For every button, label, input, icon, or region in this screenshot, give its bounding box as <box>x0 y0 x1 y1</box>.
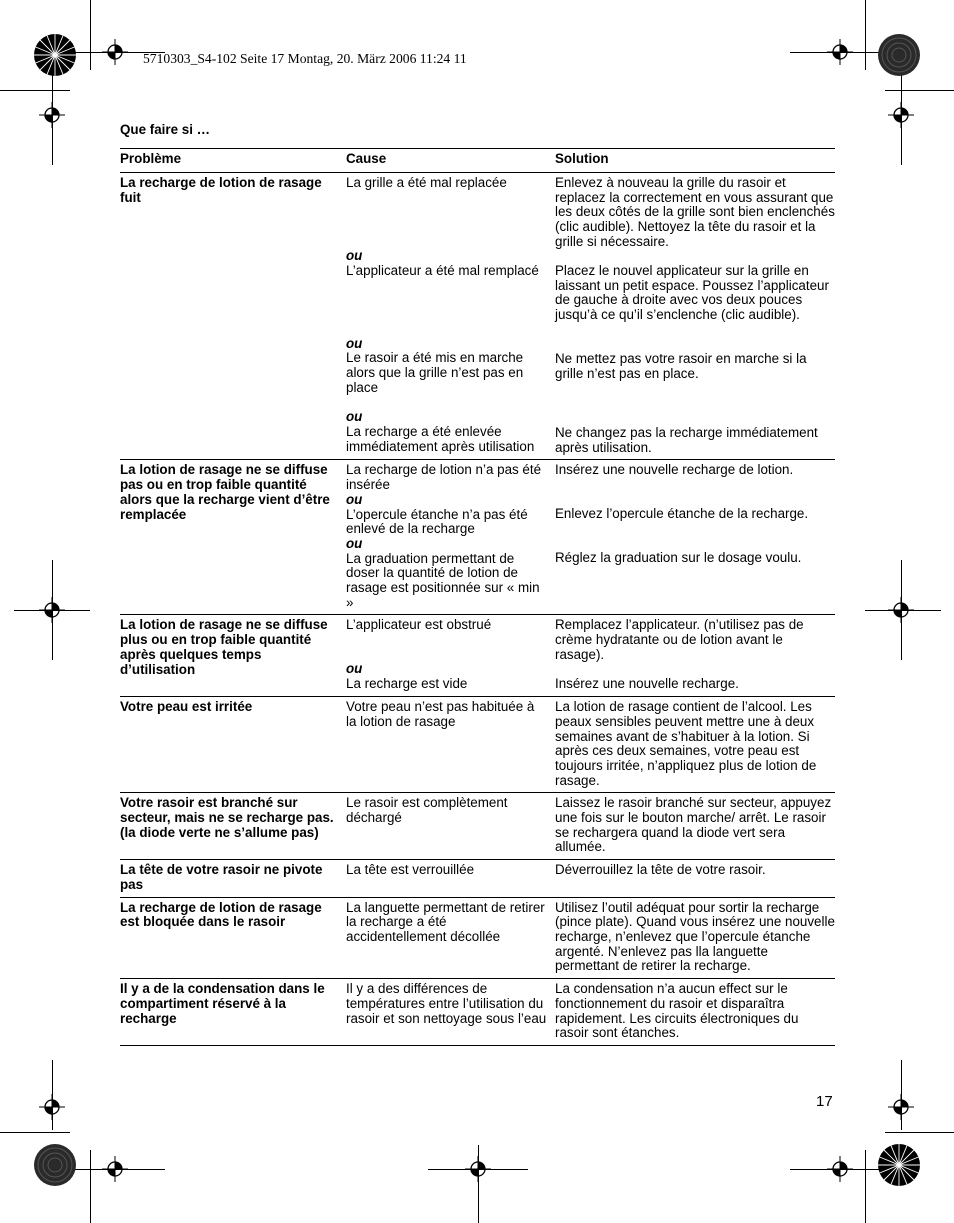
solution-text: Remplacez l’applicateur. (n’utilisez pas de crème hydratante ou de lotion avant le rasage). <box>555 617 804 662</box>
crosshair-line <box>901 1060 902 1130</box>
crop-mark <box>865 0 866 70</box>
table-row <box>120 697 835 793</box>
table-row <box>120 173 835 460</box>
solution-cell: La lotion de rasage contient de l’alcool. Les peaux sensibles peuvent mettre une à deux semaines avant de s’habituer à la lotion. Si après ces deux semaines, votre peau est toujours irritée, n’appliquez plus de lotion de rasage. <box>555 699 817 788</box>
crop-mark <box>885 1132 954 1133</box>
table-header-row <box>120 149 835 173</box>
crosshair-line <box>790 1169 880 1170</box>
solution-text: Insérez une nouvelle recharge de lotion. <box>555 462 794 478</box>
crop-mark <box>90 0 91 70</box>
solution-text: Placez le nouvel applicateur sur la grille en laissant un petit espace. Poussez l’applicateur de gauche à droite avec vos deux pouces jusqu’à ce qu’il s’enclenche (clic audible). <box>555 263 829 323</box>
solution-text: Enlevez l’opercule étanche de la recharge. <box>555 506 809 522</box>
problem-cell: La recharge de lotion de rasage fuit <box>120 175 322 205</box>
solution-text: Réglez la graduation sur le dosage voulu. <box>555 550 802 566</box>
crosshair-line <box>52 65 53 165</box>
crosshair-line <box>790 52 880 53</box>
section-title: Que faire si … <box>120 122 211 137</box>
problem-cell: Votre rasoir est branché sur secteur, mais ne se recharge pas. (la diode verte ne s’allume pas) <box>120 795 334 840</box>
cause-cell: La tête est verrouillée <box>346 862 475 878</box>
cause-cell: Il y a des différences de températures entre l’utilisation du rasoir et son nettoyage sous l’eau <box>346 981 547 1026</box>
solution-text: Ne changez pas la recharge immédiatement après utilisation. <box>555 425 818 455</box>
cause-text: L’opercule étanche n’a pas été enlevé de la recharge <box>346 506 528 537</box>
star-target-mark <box>33 1143 77 1187</box>
solution-text: Insérez une nouvelle recharge. <box>555 676 739 692</box>
table-row <box>120 979 835 1046</box>
solution-cell: Déverrouillez la tête de votre rasoir. <box>555 862 766 878</box>
crop-mark <box>0 90 70 91</box>
cause-text: La recharge a été enlevée immédiatement après utilisation <box>346 424 535 454</box>
problem-cell: Il y a de la condensation dans le compartiment réservé à la recharge <box>120 981 325 1026</box>
table-row <box>120 793 835 860</box>
cause-cell: La languette permettant de retirer la recharge a été accidentellement décollée <box>346 899 545 944</box>
cause-text: Le rasoir a été mis en marche alors que la grille n’est pas en place <box>346 350 524 395</box>
crop-mark <box>865 1150 866 1223</box>
header-problem: Problème <box>120 151 182 166</box>
cause-cell: Le rasoir est complètement déchargé <box>346 795 508 826</box>
or-label: ou <box>346 491 363 507</box>
cause-cell: Votre peau n’est pas habituée à la lotion de rasage <box>346 699 535 729</box>
table-row <box>120 898 835 980</box>
cause-cell <box>346 618 555 692</box>
cause-text: L’applicateur a été mal remplacé <box>346 262 539 278</box>
solution-cell: La condensation n’a aucun effect sur le fonctionnement du rasoir et disparaîtra rapidement. Les circuits électroniques du rasoir sont étanches. <box>555 981 799 1041</box>
print-slug: 5710303_S4-102 Seite 17 Montag, 20. März 2006 11:24 11 <box>143 51 467 66</box>
table-row <box>120 460 835 615</box>
or-label: ou <box>346 535 363 551</box>
solution-cell: Laissez le rasoir branché sur secteur, appuyez une fois sur le bouton marche/ arrêt. Le rasoir se rechargera quand la diode vert sera allumée. <box>555 795 832 855</box>
problem-cell: Votre peau est irritée <box>120 699 253 715</box>
problem-cell: La lotion de rasage ne se diffuse pas ou en trop faible quantité alors que la recharge vient d’être remplacée <box>120 462 330 522</box>
crosshair-line <box>52 1060 53 1130</box>
or-label: ou <box>346 335 363 351</box>
header-cause: Cause <box>346 151 387 166</box>
cause-text: L’applicateur est obstrué <box>346 617 492 633</box>
problem-cell: La recharge de lotion de rasage est bloquée dans le rasoir <box>120 899 322 930</box>
crosshair-line <box>14 610 90 611</box>
cause-text: La recharge de lotion n’a pas été insérée <box>346 462 542 493</box>
star-target-mark <box>877 1143 921 1187</box>
solution-text: Enlevez à nouveau la grille du rasoir et replacez la correctement en vous assurant que les deux côtés de la grille sont bien enclenchés (clic audible). Nettoyez la tête du rasoir et la grille si nécessaire. <box>555 175 835 249</box>
crop-mark <box>0 1132 70 1133</box>
cause-cell <box>346 463 555 610</box>
solution-cell: Utilisez l’outil adéquat pour sortir la recharge (pince plate). Quand vous insérez une nouvelle recharge, n’enlevez que l’opercule étanche argenté. N’enlevez pas lla languette permettant de retirer la recharge. <box>555 899 835 974</box>
cause-cell <box>346 176 555 455</box>
crop-mark <box>885 90 954 91</box>
problem-cell: La tête de votre rasoir ne pivote pas <box>120 862 323 892</box>
solution-cell <box>555 618 835 692</box>
troubleshooting-table <box>120 148 835 1046</box>
star-target-mark <box>877 33 921 77</box>
or-label: ou <box>346 248 363 263</box>
crosshair-line <box>478 1145 479 1223</box>
table-row <box>120 615 835 697</box>
crop-mark <box>90 1150 91 1223</box>
cause-text: La graduation permettant de doser la quantité de lotion de rasage est positionnée sur « min » <box>346 550 540 610</box>
solution-text: Ne mettez pas votre rasoir en marche si la grille n’est pas en place. <box>555 351 807 381</box>
cause-text: La grille a été mal replacée <box>346 175 507 190</box>
header-solution: Solution <box>555 151 609 166</box>
crosshair-line <box>75 1169 165 1170</box>
crosshair-line <box>428 1169 528 1170</box>
crosshair-line <box>865 610 941 611</box>
cause-text: La recharge est vide <box>346 676 468 692</box>
star-target-mark <box>33 33 77 77</box>
or-label: ou <box>346 661 363 677</box>
or-label: ou <box>346 409 363 425</box>
table-row <box>120 860 835 897</box>
crosshair-line <box>901 65 902 165</box>
solution-cell <box>555 463 835 610</box>
page-number: 17 <box>816 1093 833 1110</box>
solution-cell <box>555 176 835 455</box>
problem-cell: La lotion de rasage ne se diffuse plus ou en trop faible quantité après quelques temps d’utilisation <box>120 617 328 677</box>
